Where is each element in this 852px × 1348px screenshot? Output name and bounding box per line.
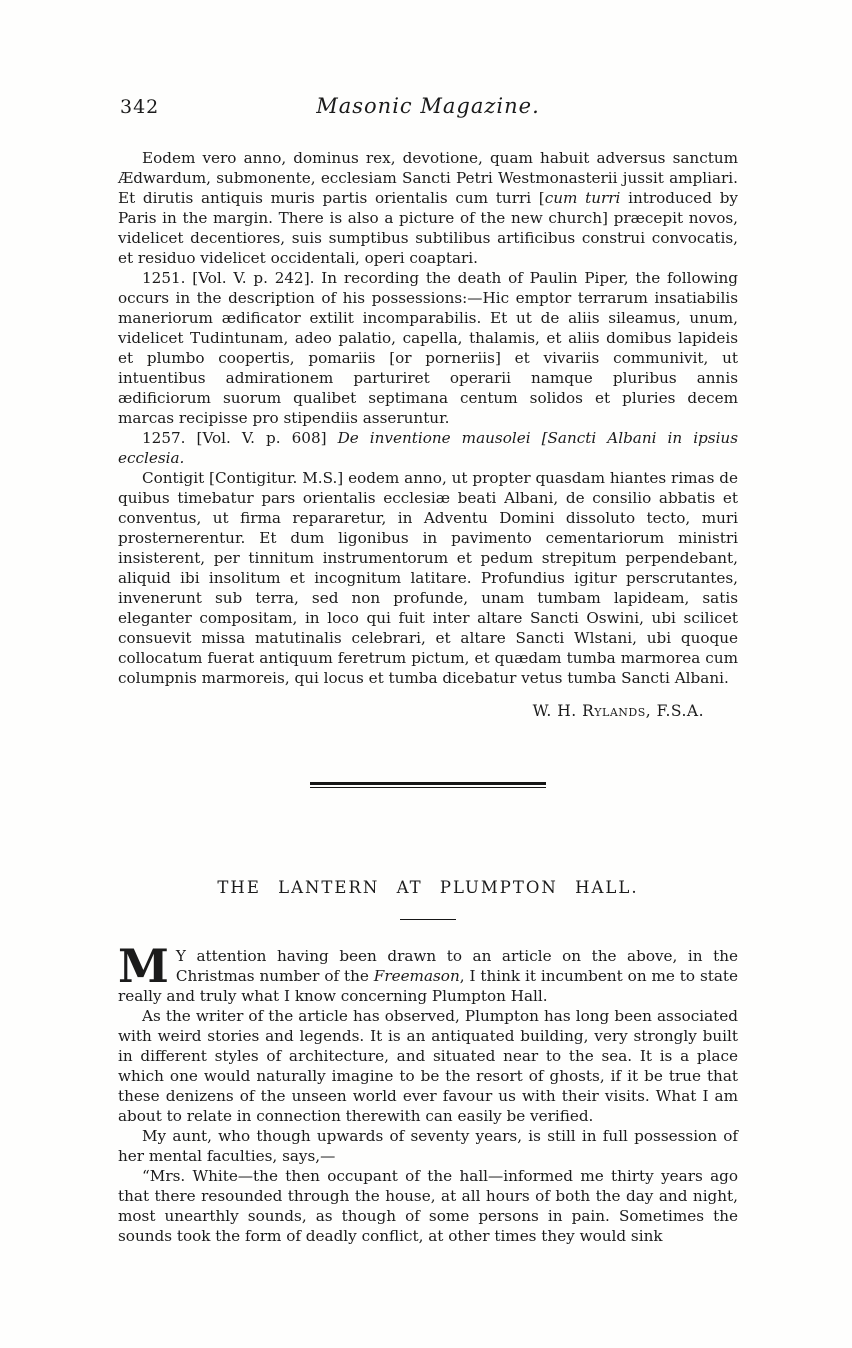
paragraph <box>118 939 738 1006</box>
paragraph <box>118 468 738 688</box>
italic-text-run: cum turri <box>544 189 621 207</box>
latin-records-section <box>118 148 738 688</box>
italic-text-run: Freemason <box>373 967 460 985</box>
page-content-column <box>118 0 738 1246</box>
magazine-title: Masonic Magazine. <box>316 94 540 118</box>
text-run: Eodem vero anno, dominus rex, devotione, quam habuit adversus sanctum Ædwardum, submonente, ecclesiam Sancti Petri Westmonasterii jussit ampliari. Et dirutis antiquis muris partis orientalis cum turri [ <box>118 149 738 207</box>
article-title: THE LANTERN AT PLUMPTON HALL. <box>217 878 639 897</box>
title-underline-rule <box>400 919 456 920</box>
text-run: As the writer of the article has observed, Plumpton has long been associated with weird stories and legends. It is an antiquated building, very strongly built in different styles of architecture, and situated near to the sea. It is a place which one would naturally imagine to be the resort of ghosts, if it be true that these denizens of the unseen world ever favour us with their visits. What I am about to relate in connection therewith can easily be verified. <box>118 1007 738 1125</box>
page-header <box>118 94 738 120</box>
italic-text-run: De inventione mausolei [Sancti Albani in ipsius ecclesia. <box>118 429 739 467</box>
section-divider-rule <box>310 782 546 788</box>
drop-cap-letter: M <box>118 939 169 993</box>
text-run: , I think it incumbent on me to state really and truly what I know concerning Plumpton Hall. <box>118 967 738 1005</box>
paragraph <box>118 428 738 468</box>
text-run: My aunt, who though upwards of seventy years, is still in full possession of her mental faculties, says,— <box>118 1127 738 1165</box>
paragraph <box>118 1126 738 1166</box>
text-run: Y attention having been drawn to an article on the above, in the Christmas number of the <box>175 947 738 985</box>
paragraph <box>118 148 738 268</box>
text-run: Contigit [Contigitur. M.S.] eodem anno, ut propter quasdam hiantes rimas de quibus timebatur pars orientalis ecclesiæ beati Albani, de consilio abbatis et conventus, ut firma repararetur, in Adventu Domini dissoluto tecto, muri prosternerentur. Et dum ligonibus in pavimento cementariorum ministri insisterent, per tinnitum instrumentorum et pedum strepitum perpendebant, aliquid ibi insolitum et incognitum latitare. Profundius igitur perscrutantes, invenerunt sub terra, sed non profunde, unam tumbam lapideam, satis eleganter compositam, in loco qui fuit inter altare Sancti Oswini, ubi scilicet consuevit missa matutinalis celebrari, et altare Sancti Wlstani, ubi quoque collocatum fuerat antiquum feretrum pictum, et quædam tumba marmorea cum columpnis marmoreis, qui locus et tumba dicebatur vetus tumba Sancti Albani. <box>118 469 738 687</box>
text-run: 1257. [Vol. V. p. 608] <box>142 429 338 447</box>
text-run: 1251. [Vol. V. p. 242]. In recording the death of Paulin Piper, the following occurs in the description of his possessions:—Hic emptor terrarum insatiabilis maneriorum ædificator extilit incomparabilis. Et ut de aliis sileamus, unum, videlicet Tudintunam, adeo palatio, capella, thalamis, et aliis domibus lapideis et plumbo coopertis, pomariis [or porneriis] et vivariis communivit, ut intuentibus admirationem parturiret operarii namque pluribus annis ædificiorum suorum qualibet septimana centum solidos et pluries decem marcas recipisse pro stipendiis asseruntur. <box>118 269 738 427</box>
paragraph <box>118 268 738 428</box>
page-number: 342 <box>120 96 160 118</box>
author-signature: W. H. Rylands, F.S.A. <box>532 702 704 720</box>
paragraph <box>118 1166 738 1246</box>
lantern-article-section <box>118 939 738 1246</box>
text-run: introduced by Paris in the margin. There is also a picture of the new church] præcepit novos, videlicet decentiores, suis sumptibus subtilibus artificibus construi convocatis, et residuo videlicet occidentali, operi coaptari. <box>118 189 738 267</box>
paragraph <box>118 1006 738 1126</box>
text-run: “Mrs. White—the then occupant of the hall—informed me thirty years ago that there resounded through the house, at all hours of both the day and night, most unearthly sounds, as though of some persons in pain. Sometimes the sounds took the form of deadly conflict, at other times they would sink <box>118 1167 738 1245</box>
